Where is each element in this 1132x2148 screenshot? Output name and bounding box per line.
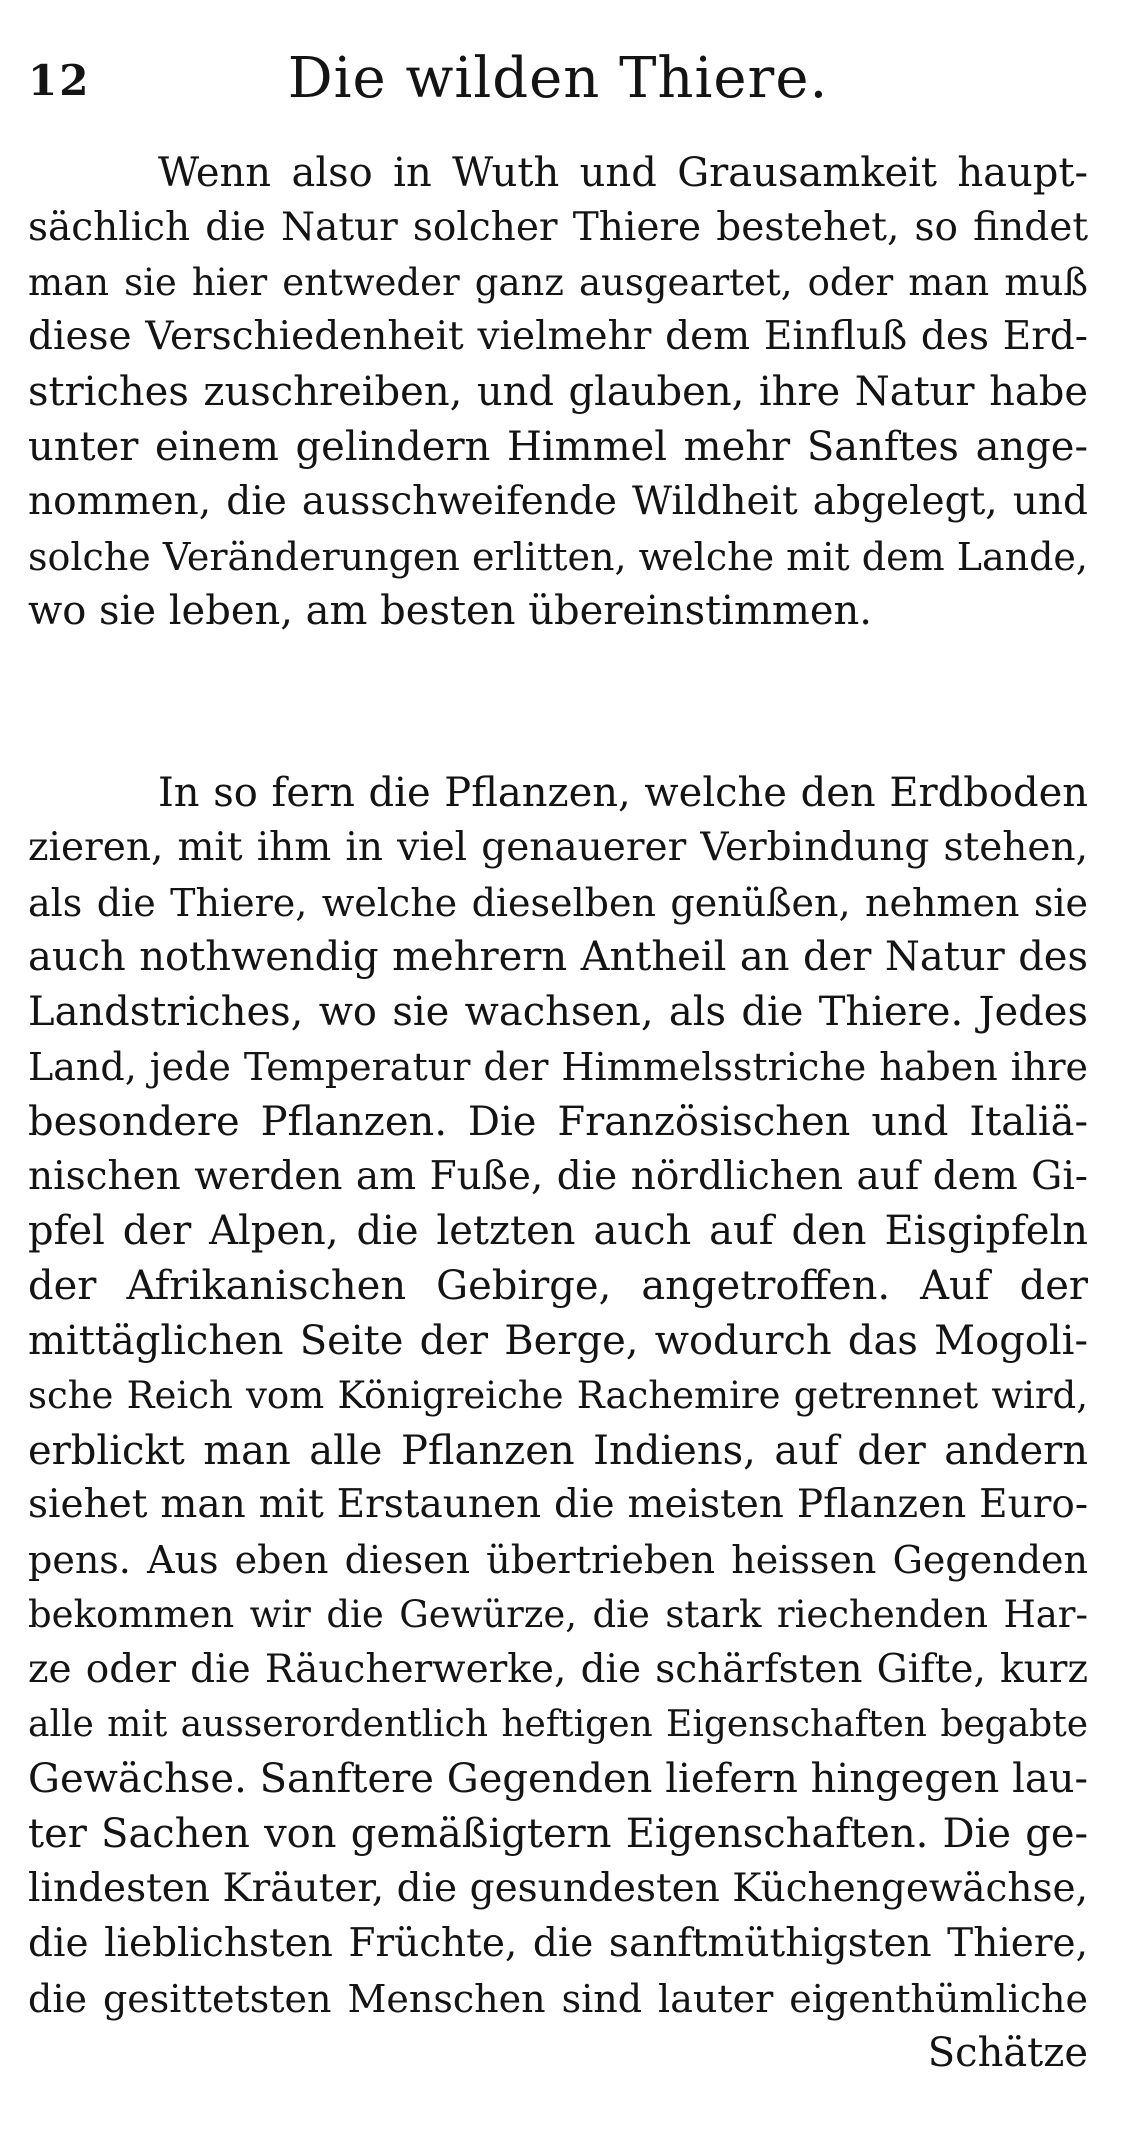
text-line: die gesittetsten Menschen sind lauter eigenthümliche (28, 1976, 1088, 2021)
text-line: solche Veränderungen erlitten, welche mit dem Lande, (28, 534, 1088, 579)
text-line: der Afrikanischen Gebirge, angetroffen. Auf der (28, 1263, 1088, 1310)
text-line: Gewächse. Sanftere Gegenden liefern hingegen lau- (28, 1756, 1088, 1803)
text-line: erblickt man alle Pflanzen Indiens, auf der andern (28, 1427, 1088, 1474)
text-line: ze oder die Räucherwerke, die schärfsten Gifte, kurz (28, 1646, 1088, 1692)
text-line: besondere Pflanzen. Die Französischen und Italiä- (28, 1098, 1088, 1145)
text-line: Landstriches, wo sie wachsen, als die Thiere. Jedes (28, 989, 1088, 1036)
text-line: unter einem gelindern Himmel mehr Sanftes ange- (28, 423, 1088, 470)
text-line: die lieblichsten Früchte, die sanftmüthigsten Thiere, (28, 1920, 1088, 1966)
text-line: nommen, die ausschweifende Wildheit abgelegt, und (28, 478, 1088, 524)
text-line: diese Verschiedenheit vielmehr dem Einfluß des Erd- (28, 314, 1088, 360)
text-line: Wenn also in Wuth und Grausamkeit haupt- (158, 150, 1088, 196)
text-line: zieren, mit ihm in viel genauerer Verbindung stehen, (28, 824, 1088, 870)
text-line: alle mit ausserordentlich heftigen Eigenschaften begabte (28, 1703, 1088, 1745)
text-line: bekommen wir die Gewürze, die stark riechenden Har- (28, 1592, 1088, 1636)
text-line: In so fern die Pflanzen, welche den Erdboden (158, 770, 1088, 816)
text-line: pens. Aus eben diesen übertrieben heissen Gegenden (28, 1538, 1088, 1583)
text-line: ter Sachen von gemäßigtern Eigenschaften. Die ge- (28, 1811, 1088, 1858)
running-head: Die wilden Thiere. (287, 46, 829, 111)
text-line: pfel der Alpen, die letzten auch auf den Eisgipfeln (28, 1208, 1088, 1255)
text-line: sche Reich vom Königreiche Rachemire getrennet wird, (28, 1373, 1088, 1417)
text-line: wo sie leben, am besten übereinstimmen. (28, 588, 872, 635)
text-line: man sie hier entweder ganz ausgeartet, oder man muß (28, 260, 1088, 304)
text-line: Land, jede Temperatur der Himmelsstriche haben ihre (28, 1044, 1088, 1089)
text-line: als die Thiere, welche dieselben genüßen, nehmen sie (28, 880, 1088, 925)
text-line: auch nothwendig mehrern Antheil an der Natur des (28, 934, 1088, 981)
catchword: Schätze (927, 2030, 1088, 2077)
text-line: lindesten Kräuter, die gesundesten Küchengewächse, (28, 1865, 1088, 1911)
paragraph-1 (28, 146, 1088, 639)
text-line: sächlich die Natur solcher Thiere bestehet, so findet (28, 204, 1088, 250)
text-line: nischen werden am Fuße, die nördlichen auf dem Gi- (28, 1153, 1088, 1199)
paragraph-2 (28, 766, 1088, 2081)
page-number: 12 (28, 56, 91, 105)
text-line: siehet man mit Erstaunen die meisten Pflanzen Euro- (28, 1482, 1088, 1528)
text-line: mittäglichen Seite der Berge, wodurch das Mogoli- (28, 1317, 1088, 1364)
text-line: striches zuschreiben, und glauben, ihre Natur habe (28, 369, 1088, 416)
page-header (28, 42, 1088, 122)
